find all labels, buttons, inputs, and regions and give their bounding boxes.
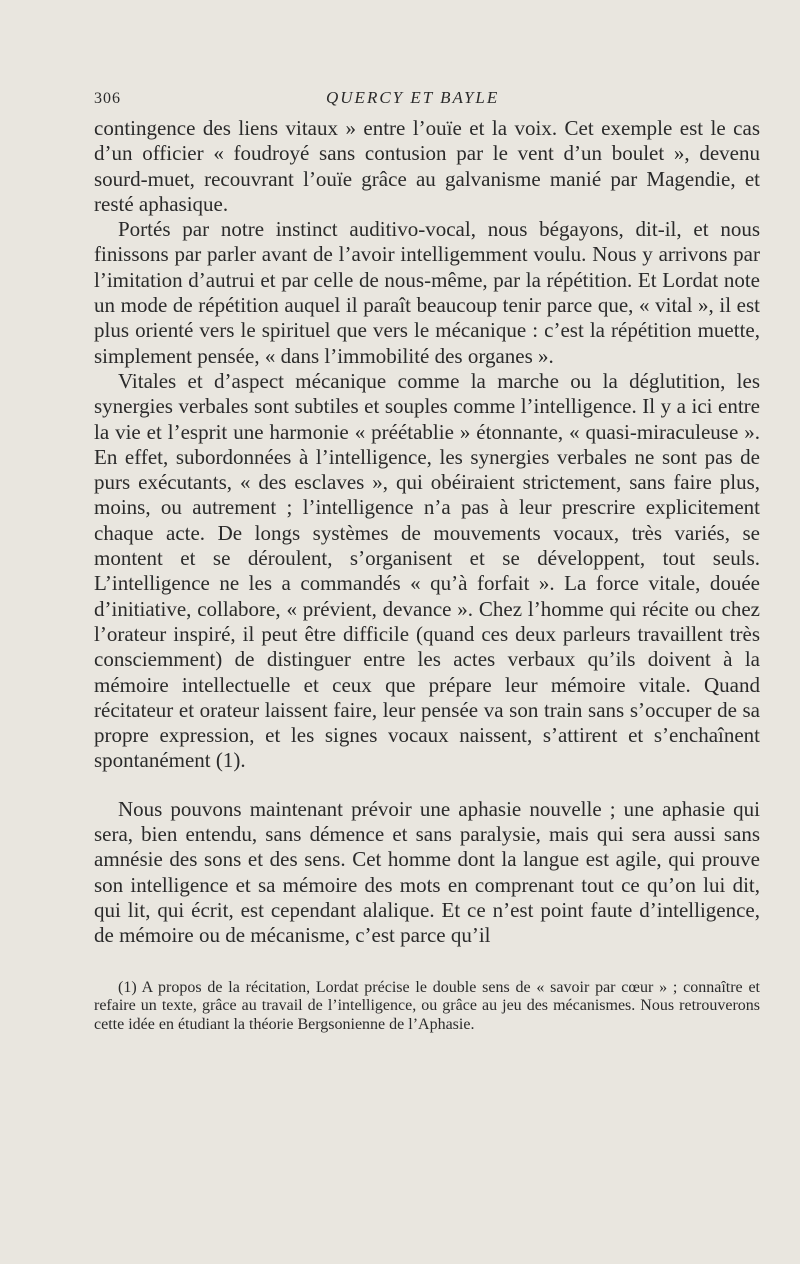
page-number: 306 bbox=[94, 90, 121, 107]
running-head bbox=[94, 84, 760, 116]
paragraph-3: Vitales et d’aspect mécanique comme la marche ou la déglutition, les synergies verbales sont subtiles et souples comme l’intelligence. Il y a ici entre la vie et l’esprit une harmonie « préétablie » étonnante, « quasi-miraculeuse ». En effet, subordonnées à l’intelligence, les synergies verbales ne sont pas de purs exécutants, « des esclaves », qui obéiraient strictement, sans faire plus, moins, ou autrement ; l’intelligence n’a pas à leur prescrire explicitement chaque acte. De longs systèmes de mouvements vocaux, très variés, se montent et se déroulent, s’organisent et se développent, tout seuls. L’intelligence ne les a commandés « qu’à forfait ». La force vitale, douée d’initiative, collabore, « prévient, devance ». Chez l’homme qui récite ou chez l’orateur inspiré, il peut être difficile (quand ces deux parleurs travaillent très consciemment) de distinguer entre les actes verbaux qu’ils doivent à la mémoire intellectuelle et ceux que prépare leur mémoire vitale. Quand récitateur et orateur laissent faire, leur pensée va son train sans s’occuper de sa propre expression, et les signes vocaux naissent, s’attirent et s’enchaînent spontanément (1). bbox=[94, 368, 760, 773]
body-text bbox=[94, 116, 760, 949]
paragraph-4: Nous pouvons maintenant prévoir une aphasie nouvelle ; une aphasie qui sera, bien entendu, sans démence et sans paralysie, mais qui sera aussi sans amnésie des sons et des sens. Cet homme dont la langue est agile, qui prouve son intelligence et sa mémoire des mots en comprenant tout ce qu’on lui dit, qui lit, qui écrit, est cependant alalique. Et ce n’est point faute d’intelligence, de mémoire ou de mécanisme, c’est parce qu’il bbox=[94, 796, 760, 948]
paragraph-2: Portés par notre instinct auditivo-vocal, nous bégayons, dit-il, et nous finissons par parler avant de l’avoir intelligemment voulu. Nous y arrivons par l’imitation d’autrui et par celle de nous-même, par la répétition. Et Lordat note un mode de répétition auquel il paraît beaucoup tenir parce que, « vital », il est plus orienté vers le spirituel que vers le mécanique : c’est la répétition muette, simplement pensée, « dans l’immobilité des organes ». bbox=[94, 217, 760, 368]
running-title: QUERCY ET BAYLE bbox=[326, 88, 500, 107]
paragraph-1: contingence des liens vitaux » entre l’ouïe et la voix. Cet exemple est le cas d’un officier « foudroyé sans contusion par le vent d’un boulet », devenu sourd-muet, recouvrant l’ouïe grâce au galvanisme manié par Magendie, et resté aphasique. bbox=[94, 116, 760, 216]
footnote: (1) A propos de la récitation, Lordat précise le double sens de « savoir par cœur » ; connaître et refaire un texte, grâce au travail de l’intelligence, ou grâce au jeu des mécanismes. Nous retrouverons cette idée en étudiant la théorie Bergsonienne de l’Aphasie. bbox=[94, 978, 760, 1033]
